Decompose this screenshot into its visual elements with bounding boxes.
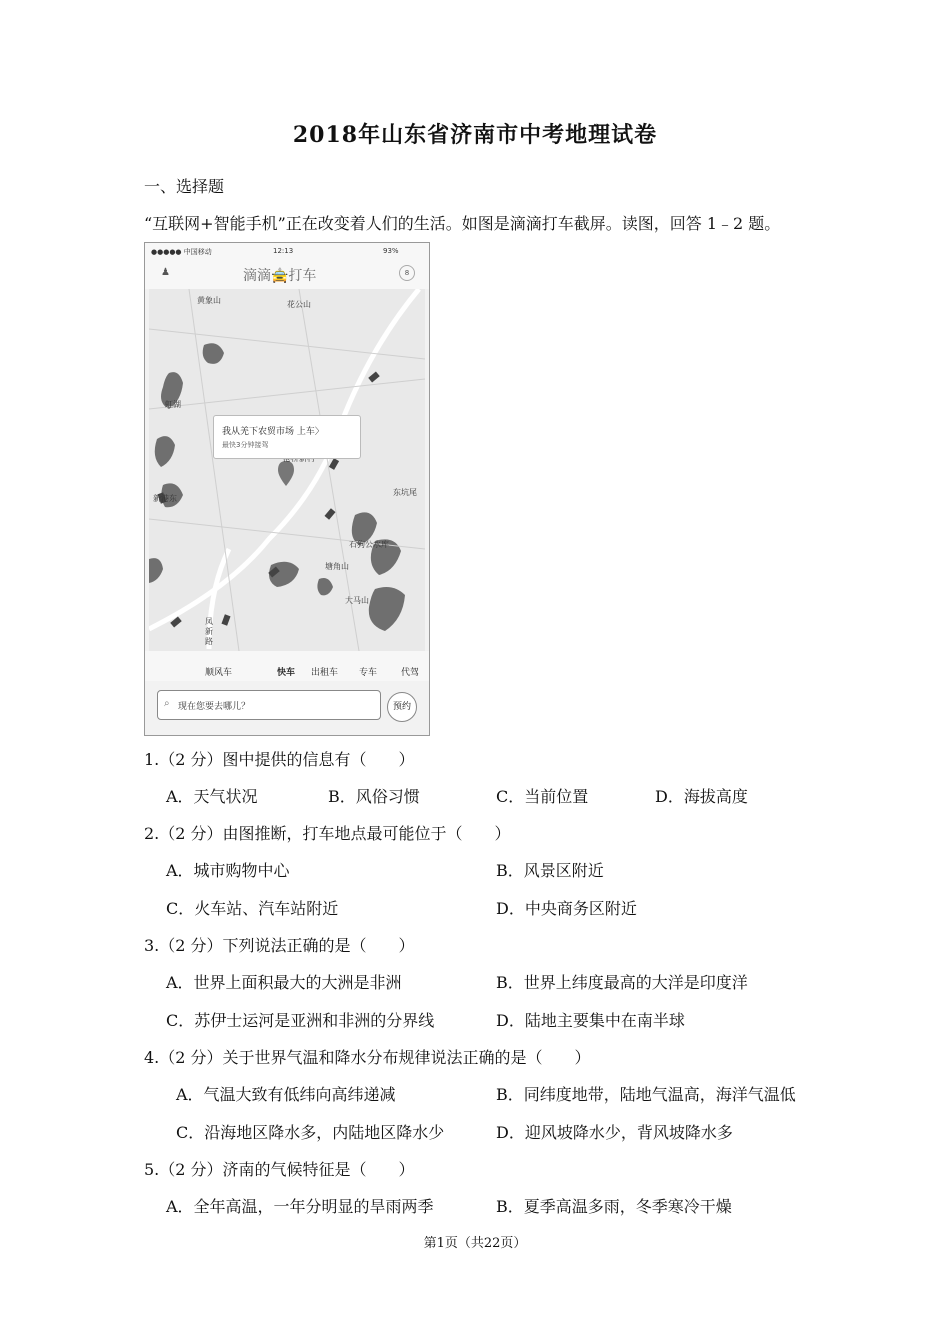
q4-option-b: B．同纬度地带，陆地气温高，海洋气温低 [496,1085,796,1104]
question-1: 1.（2 分）图中提供的信息有（ ） [144,750,415,769]
question-4: 4.（2 分）关于世界气温和降水分布规律说法正确的是（ ） [144,1048,591,1067]
status-bar [145,243,429,259]
pickup-location: 我从羌下农贸市场 上车〉 [222,427,324,437]
q3-option-d: D．陆地主要集中在南半球 [496,1011,685,1030]
q1-option-a: A．天气状况 [166,787,258,806]
q1-option-c: C．当前位置 [496,787,589,806]
search-placeholder: 现在您要去哪儿？ [178,702,251,712]
battery-label: 93% [383,247,399,255]
q5-option-a: A．全年高温，一年分明显的旱雨两季 [166,1197,434,1216]
message-icon[interactable]: 8 [399,265,415,281]
tab-daijia[interactable]: 代驾 [401,668,420,678]
map-label-c: 虹湖 [165,400,181,409]
pickup-eta: 最快3分钟接驾 [222,441,269,449]
tab-shunfengche[interactable]: 顺风车 [205,668,233,678]
q3-option-b: B．世界上纬度最高的大洋是印度洋 [496,973,748,992]
q4-option-d: D．迎风坡降水少，背风坡降水多 [496,1123,733,1142]
map-label-f: 新港东 [153,494,177,503]
q1-option-b: B．风俗习惯 [328,787,420,806]
section-heading: 一、选择题 [144,177,225,196]
map-terrain [149,343,405,631]
q4-option-a: A．气温大致有低纬向高纬递减 [176,1085,396,1104]
search-icon: ⌕ [164,698,170,709]
map-label-a: 黄象山 [197,296,221,305]
didi-screenshot-figure [144,242,430,736]
map-label-i: 大马山 [345,596,369,605]
page-footer: 第1页（共22页） [423,1236,527,1251]
map-drawing [149,289,425,651]
tab-chuzuche[interactable]: 出租车 [311,668,339,678]
map-label-g: 石狗公水库 [349,540,389,549]
map-label-e: 东坑尾 [393,488,417,497]
q1-option-d: D．海拔高度 [655,787,748,806]
q2-option-b: B．风景区附近 [496,861,604,880]
app-title: 滴滴🚖打车 [243,268,317,284]
q4-option-c: C．沿海地区降水多，内陆地区降水少 [176,1123,445,1142]
question-2: 2.（2 分）由图推断，打车地点最可能位于（ ） [144,824,511,843]
map-label-j: 凤新路 [205,617,213,646]
map-label-h: 塘角山 [325,562,349,571]
carrier-label: ●●●●● 中国移动 [151,248,212,256]
intro-text: “互联网+智能手机”正在改变着人们的生活。如图是滴滴打车截屏。读图，回答 1﹣2 题。 [144,214,781,233]
book-button[interactable]: 预约 [387,692,417,722]
page-title: 2018年山东省济南市中考地理试卷 [292,122,658,148]
service-tabs [145,651,429,681]
question-3: 3.（2 分）下列说法正确的是（ ） [144,936,415,955]
q3-option-c: C．苏伊士运河是亚洲和非洲的分界线 [166,1011,435,1030]
pin-icon [278,461,294,486]
q2-option-d: D．中央商务区附近 [496,899,637,918]
tab-kuaiche[interactable]: 快车 [277,668,296,678]
tab-zhuanche[interactable]: 专车 [359,668,378,678]
pickup-callout[interactable] [213,415,361,459]
q5-option-b: B．夏季高温多雨，冬季寒冷干燥 [496,1197,732,1216]
clock-label: 12:13 [273,247,294,255]
q2-option-a: A．城市购物中心 [166,861,290,880]
profile-icon[interactable]: ♟ [161,267,170,278]
question-5: 5.（2 分）济南的气候特征是（ ） [144,1160,415,1179]
destination-search[interactable] [157,690,381,720]
q2-option-c: C．火车站、汽车站附近 [166,899,339,918]
map-label-b: 花公山 [287,300,311,309]
map-view[interactable] [149,289,425,651]
q3-option-a: A．世界上面积最大的大洲是非洲 [166,973,402,992]
app-header [145,259,429,289]
